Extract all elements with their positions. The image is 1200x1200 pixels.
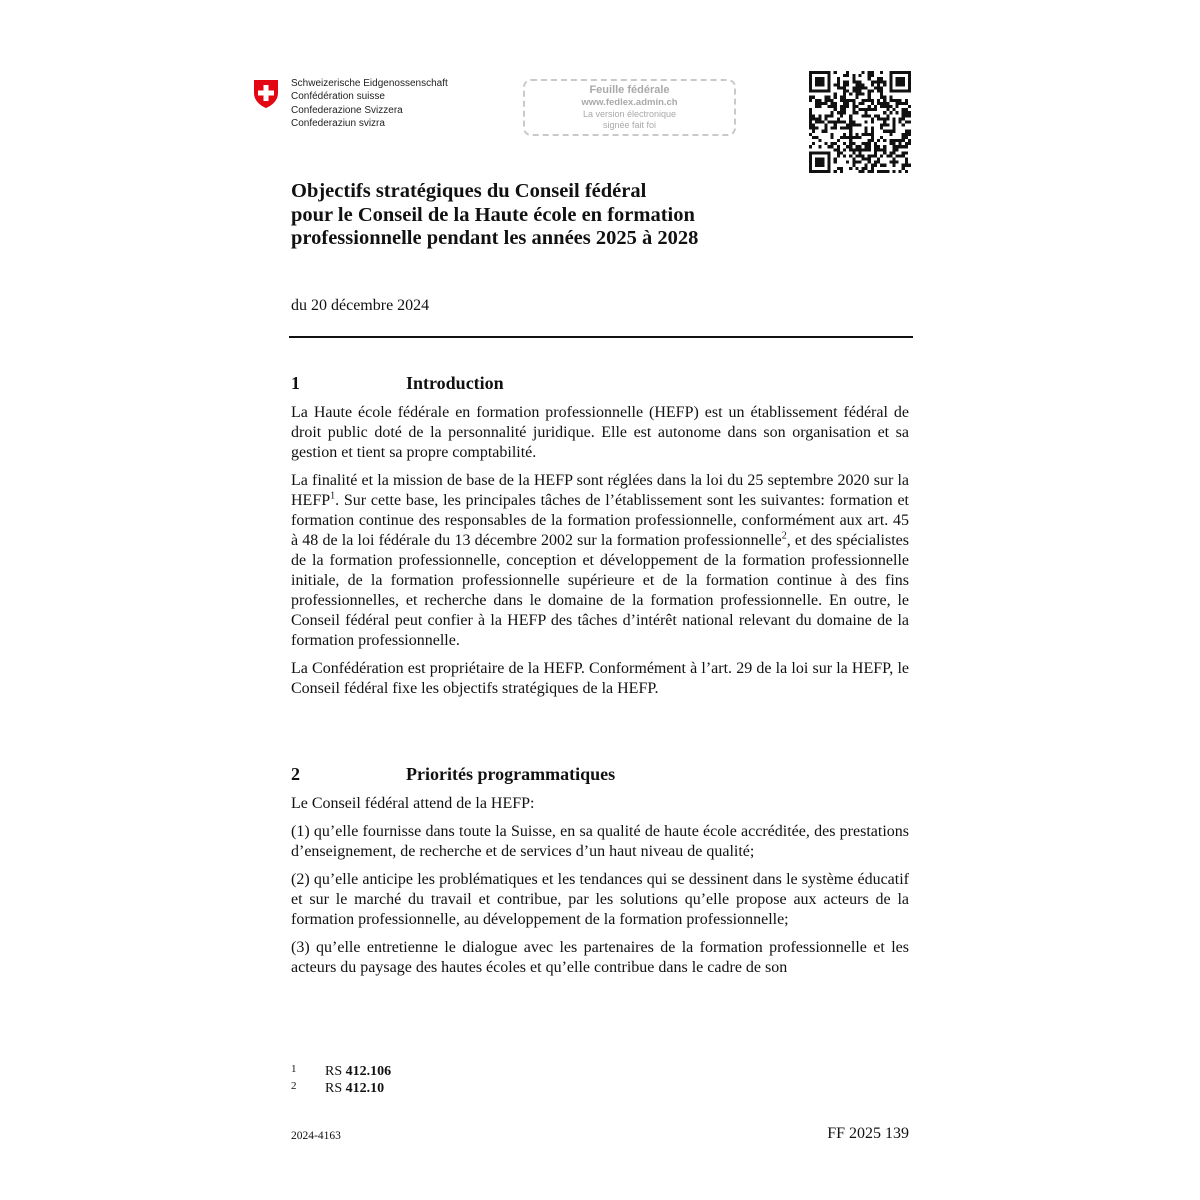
section-1-body bbox=[291, 403, 909, 699]
section-number: 2 bbox=[291, 764, 300, 784]
paragraph bbox=[291, 471, 909, 651]
paragraph: La Confédération est propriétaire de la HEFP. Conformément à l’art. 29 de la loi sur la HEFP, le Conseil fédéral fixe les objectifs stratégiques de la HEFP. bbox=[291, 660, 909, 697]
title-divider bbox=[289, 336, 913, 338]
section-number: 1 bbox=[291, 373, 300, 393]
footnote-number: 1 bbox=[291, 1063, 297, 1075]
electronic-signature-stamp bbox=[523, 79, 736, 136]
confederation-name-rm: Confederaziun svizra bbox=[291, 118, 385, 130]
list-item: (1) qu’elle fournisse dans toute la Suisse, en sa qualité de haute école accréditée, des prestations d’enseignement, de recherche et de services d’un haut niveau de qualité; bbox=[291, 823, 909, 860]
footnote-text bbox=[325, 1064, 391, 1080]
paragraph-text: , et des spécialistes de la formation professionnelle, conception et développement de la formation professionnelle initiale, de la formation professionnelle supérieure et de la formation continue à des fins professionnelles, et recherche dans le domaine de la formation professionnelle. En outre, le Conseil fédéral peut confier à la HEFP des tâches d’intérêt national relevant du domaine de la formation professionnelle. bbox=[291, 532, 909, 649]
footnote-ref[interactable]: 412.106 bbox=[345, 1064, 392, 1079]
document-code: 2024-4163 bbox=[291, 1130, 341, 1142]
paragraph-text: . Sur cette base, les principales tâches de l’établissement sont les suivantes: formation et formation continue des responsables de la formation professionnelle, conformément aux art. 45 à 48 de la loi fédérale du 13 décembre 2002 sur la formation professionnelle bbox=[291, 492, 909, 549]
section-2-body bbox=[291, 794, 909, 978]
title-line-3: professionnelle pendant les années 2025 à 2028 bbox=[291, 227, 699, 249]
confederation-name-it: Confederazione Svizzera bbox=[291, 104, 403, 116]
stamp-line-2: signée fait foi bbox=[602, 120, 657, 130]
paragraph: La Haute école fédérale en formation professionnelle (HEFP) est un établissement fédéral de droit public doté de la personnalité juridique. Elle est autonome dans son organisation et sa gestion et tient sa propre comptabilité. bbox=[291, 404, 909, 461]
swiss-emblem-icon bbox=[253, 79, 279, 109]
federal-gazette-reference: FF 2025 139 bbox=[827, 1125, 909, 1142]
document-title bbox=[291, 180, 911, 251]
footnote-text bbox=[325, 1081, 384, 1097]
stamp-line-1: La version électronique bbox=[582, 109, 677, 119]
section-title: Priorités programmatiques bbox=[406, 764, 616, 784]
list-item: (2) qu’elle anticipe les problématiques et les tendances qui se dessinent dans le système éducatif et sur le marché du travail et contribue, par les solutions qu’elle propose aux acteurs de la formation professionnelle, au développement de la formation professionnelle; bbox=[291, 871, 909, 928]
confederation-name-de: Schweizerische Eidgenossenschaft bbox=[291, 78, 448, 89]
footnote-prefix: RS bbox=[325, 1064, 343, 1079]
stamp-url: www.fedlex.admin.ch bbox=[581, 97, 678, 108]
confederation-name-fr: Confédération suisse bbox=[291, 91, 385, 103]
paragraph-text: La finalité et la mission de base de la HEFP sont réglées dans la loi du 25 septembre 2020 sur la HEFP bbox=[291, 472, 909, 509]
section-title: Introduction bbox=[406, 373, 504, 393]
paragraph: Le Conseil fédéral attend de la HEFP: bbox=[291, 795, 535, 812]
footnote-number: 2 bbox=[291, 1080, 297, 1092]
footnote-prefix: RS bbox=[325, 1081, 343, 1096]
title-line-2: pour le Conseil de la Haute école en formation bbox=[291, 203, 695, 226]
list-item: (3) qu’elle entretienne le dialogue avec les partenaires de la formation professionnelle et les acteurs du paysage des hautes écoles et qu’elle contribue dans le cadre de son bbox=[291, 939, 909, 976]
document-date: du 20 décembre 2024 bbox=[291, 297, 430, 314]
confederation-names bbox=[291, 77, 448, 131]
footnote-ref-2[interactable]: 2 bbox=[781, 530, 787, 542]
title-line-1: Objectifs stratégiques du Conseil fédéral bbox=[291, 180, 647, 202]
stamp-title: Feuille fédérale bbox=[589, 84, 670, 96]
footnote-ref-1[interactable]: 1 bbox=[330, 490, 336, 502]
footnote-ref[interactable]: 412.10 bbox=[345, 1081, 385, 1096]
qr-code-icon bbox=[809, 71, 911, 173]
